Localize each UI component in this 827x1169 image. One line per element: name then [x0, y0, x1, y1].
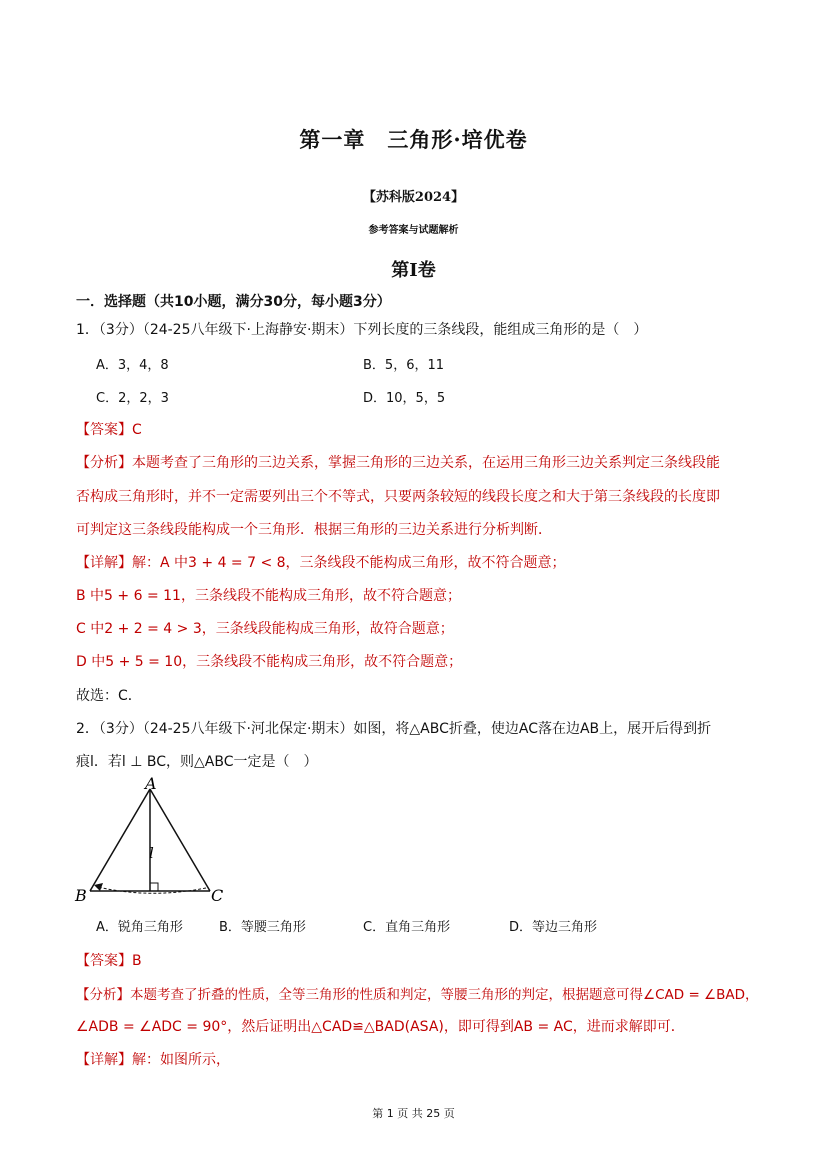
q1-option-d: D．10，5，5 [363, 391, 446, 406]
triangle-figure [70, 775, 230, 905]
q1-detail-line: 【详解】解：A 中3 + 4 = 7 < 8，三条线段不能构成三角形，故不符合题意； [76, 555, 566, 571]
q2-option-c: C．直角三角形 [363, 920, 451, 935]
q1-choice: 故选：C． [76, 688, 142, 704]
q2-stem-line: 痕l．若l ⊥ BC，则△ABC一定是（ ） [76, 754, 318, 770]
page-footer: 第 1 页 共 25 页 [372, 1107, 455, 1120]
q1-detail-line: C 中2 + 2 = 4 > 3，三条线段能构成三角形，故符合题意； [76, 621, 454, 637]
vertex-b-label: B [75, 886, 87, 905]
q2-option-d: D．等边三角形 [509, 920, 598, 935]
edition-label: 【苏科版2024】 [362, 190, 465, 205]
subtitle: 参考答案与试题解析 [368, 225, 459, 236]
vertex-a-label: A [145, 775, 157, 793]
q2-stem-line: 2．（3分）（24-25八年级下·河北保定·期末）如图，将△ABC折叠，使边AC落在边AB上，展开后得到折 [76, 721, 712, 737]
side-ac [150, 789, 210, 891]
q2-detail: 【详解】解：如图所示， [76, 1052, 230, 1068]
side-ab [90, 789, 150, 891]
q1-stem: 1．（3分）（24-25八年级下·上海静安·期末）下列长度的三条线段，能组成三角形的是（ ） [76, 322, 648, 338]
q1-analysis-line: 否构成三角形时，并不一定需要列出三个不等式，只要两条较短的线段长度之和大于第三条线段的长度即 [76, 489, 720, 505]
q2-option-b: B．等腰三角形 [219, 920, 306, 935]
q1-detail-line: B 中5 + 6 = 11，三条线段不能构成三角形，故不符合题意； [76, 588, 461, 604]
q1-option-b: B．5，6，11 [363, 358, 445, 373]
q2-analysis-line: ∠ADB = ∠ADC = 90°，然后证明出△CAD≌△BAD(ASA)，即可得到AB = AC，进而求解即可． [76, 1019, 685, 1035]
right-angle-mark [150, 883, 158, 891]
q1-option-c: C．2，2，3 [96, 391, 169, 406]
q2-option-a: A．锐角三角形 [96, 920, 183, 935]
fold-arrow [94, 883, 103, 891]
fold-arc [98, 887, 206, 893]
page-title: 第一章 三角形·培优卷 [299, 127, 528, 152]
q1-option-a: A．3，4，8 [96, 358, 169, 373]
q2-answer: 【答案】B [76, 953, 142, 969]
q1-answer: 【答案】C [76, 422, 142, 438]
vertex-c-label: C [211, 886, 224, 905]
section-heading: 一．选择题（共10小题，满分30分，每小题3分） [76, 294, 391, 310]
crease-l-label: l [149, 844, 154, 862]
q1-analysis-line: 可判定这三条线段能构成一个三角形．根据三角形的三边关系进行分析判断． [76, 522, 552, 538]
q2-analysis-line: 【分析】本题考查了折叠的性质，全等三角形的性质和判定，等腰三角形的判定，根据题意可得∠CAD = ∠BAD， [76, 987, 759, 1003]
q1-detail-line: D 中5 + 5 = 10，三条线段不能构成三角形，故不符合题意； [76, 654, 463, 670]
volume-heading: 第I卷 [391, 260, 436, 281]
q1-analysis-line: 【分析】本题考查了三角形的三边关系，掌握三角形的三边关系，在运用三角形三边关系判定三条线段能 [76, 455, 720, 471]
